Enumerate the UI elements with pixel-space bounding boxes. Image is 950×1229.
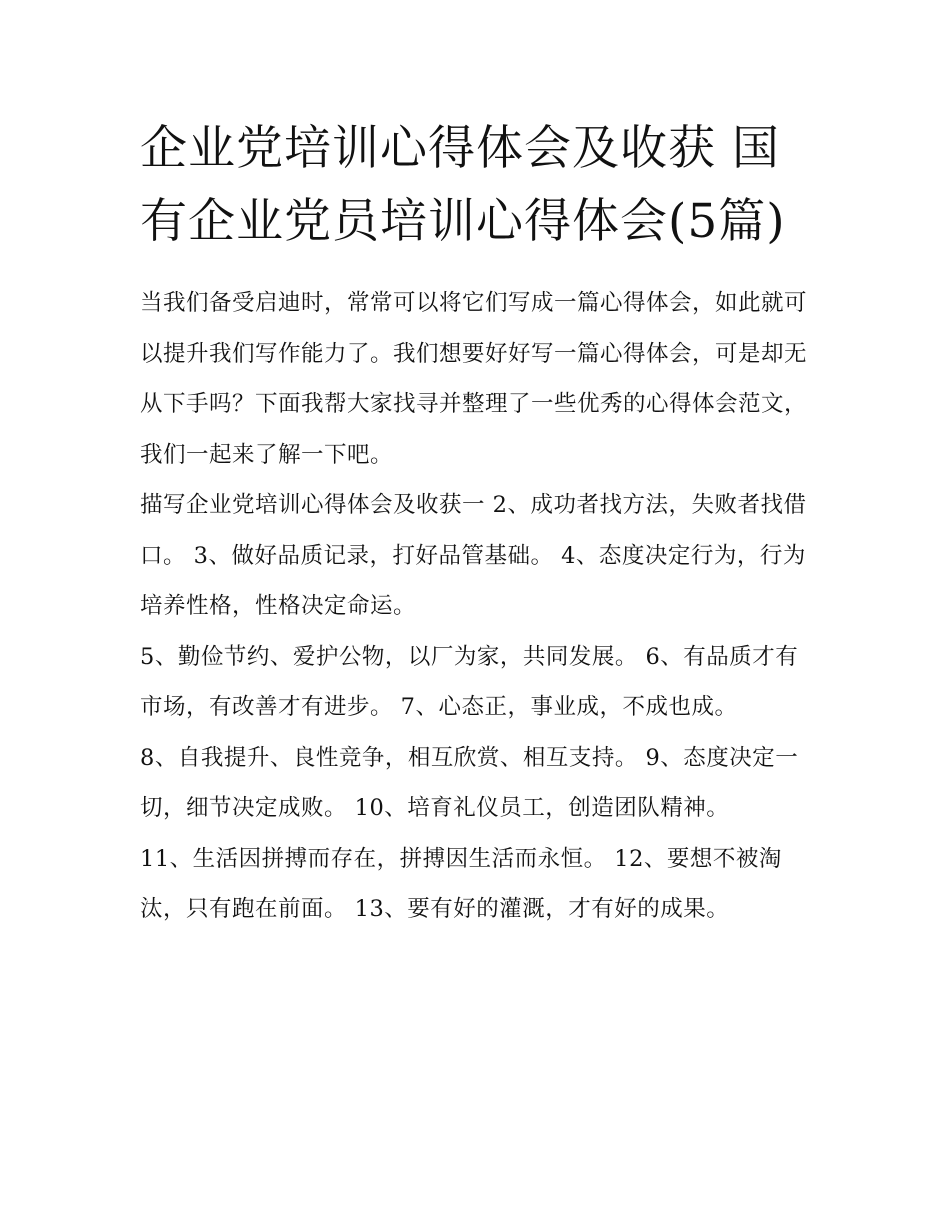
document-page [140,112,820,935]
body-paragraph-4: 11、生活因拼搏而存在，拼搏因生活而永恒。 12、要想不被淘汰，只有跑在前面。 13、要有好的灌溉，才有好的成果。 [140,845,782,922]
body-paragraph-1: 描写企业党培训心得体会及收获一 2、成功者找方法，失败者找借口。 3、做好品质记录，打好品管基础。 4、态度决定行为，行为培养性格，性格决定命运。 [140,492,807,619]
body-paragraph-3: 8、自我提升、良性竞争，相互欣赏、相互支持。 9、态度决定一切，细节决定成败。 10、培育礼仪员工，创造团队精神。 [140,744,799,821]
body-paragraph-2: 5、勤俭节约、爱护公物，以厂为家，共同发展。 6、有品质才有市场，有改善才有进步。 7、心态正，事业成，不成也成。 [140,643,799,720]
intro-paragraph: 当我们备受启迪时，常常可以将它们写成一篇心得体会，如此就可以提升我们写作能力了。我们想要好好写一篇心得体会，可是却无从下手吗？下面我帮大家找寻并整理了一些优秀的心得体会范文，我们一起来了解一下吧。 [140,290,808,468]
document-title: 企业党培训心得体会及收获 国有企业党员培训心得体会(5篇) [140,121,786,249]
